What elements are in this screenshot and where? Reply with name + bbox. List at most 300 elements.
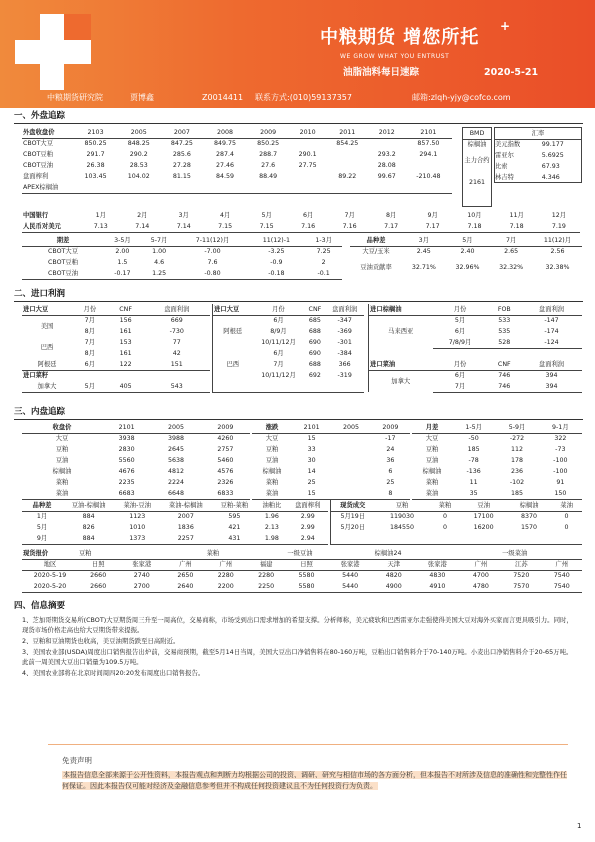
table-cell: 104.02 bbox=[127, 172, 150, 180]
table-cell: 2280 bbox=[258, 572, 275, 580]
table-row bbox=[350, 235, 582, 246]
table-cell: 2650 bbox=[177, 572, 194, 580]
cofco-logo-icon bbox=[15, 14, 91, 90]
table-cell: 7.14 bbox=[163, 221, 204, 232]
table-cell: 89.22 bbox=[338, 172, 357, 180]
table-cell: 菜粕 bbox=[430, 500, 461, 511]
table-cell: 棕榈油24 bbox=[374, 548, 502, 559]
table-cell: 27.46 bbox=[215, 161, 234, 169]
table-cell: 11 bbox=[469, 478, 478, 486]
table-cell: 4576 bbox=[217, 467, 234, 475]
table-cell: CBOT豆油 bbox=[22, 268, 104, 279]
table-cell: 广州 bbox=[206, 559, 246, 570]
table-cell: 1月 bbox=[95, 211, 106, 219]
table-row bbox=[369, 359, 583, 370]
table-cell: 7月 bbox=[84, 317, 95, 325]
table-cell: 张家港 bbox=[118, 559, 165, 570]
table-cell: 0 bbox=[442, 523, 447, 531]
table-cell: 4.346 bbox=[541, 173, 560, 181]
table-cell: 32.71% bbox=[411, 264, 436, 272]
table-cell: 豆油 bbox=[425, 456, 439, 464]
table-cell bbox=[551, 533, 582, 544]
table-row bbox=[22, 559, 582, 570]
table-cell bbox=[290, 171, 326, 182]
table-cell: 5月 bbox=[72, 381, 108, 392]
boc-rate-table bbox=[22, 210, 580, 233]
email[interactable]: 邮箱:zlqh-yjy@cofco.com bbox=[412, 93, 511, 102]
news-summary bbox=[22, 615, 578, 679]
table-cell: 2020-5-20 bbox=[22, 581, 78, 592]
table-cell: 746 bbox=[488, 381, 521, 392]
table-cell: 7月 bbox=[344, 211, 355, 219]
table-cell: 5440 bbox=[327, 581, 374, 592]
table-cell: 菜油 bbox=[551, 500, 582, 511]
table-cell: 5-7月 bbox=[141, 235, 178, 246]
table-cell: 7.17 bbox=[370, 221, 411, 232]
table-cell bbox=[331, 466, 370, 477]
table-cell: 14 bbox=[307, 467, 316, 475]
table-cell: 涨跌 bbox=[252, 422, 292, 433]
table-cell: 857.50 bbox=[417, 140, 440, 148]
table-row bbox=[494, 139, 582, 150]
table-row bbox=[494, 150, 582, 161]
section-title: 三、内盘追踪 bbox=[14, 407, 66, 417]
table-cell: 3-5月 bbox=[104, 235, 141, 246]
table-cell: 1.5 bbox=[117, 258, 128, 266]
table-cell: 185 bbox=[467, 445, 480, 453]
table-cell: 2.13 bbox=[264, 523, 279, 531]
table-cell: 盘面利润 bbox=[325, 304, 364, 315]
table-row bbox=[213, 381, 365, 392]
table-row bbox=[331, 522, 583, 533]
table-row bbox=[369, 370, 583, 381]
table-cell: 2830 bbox=[118, 445, 135, 453]
table-cell: 6月 bbox=[273, 317, 284, 325]
table-cell bbox=[253, 381, 305, 392]
table-cell: 6月 bbox=[273, 349, 284, 357]
table-cell: 6833 bbox=[201, 488, 250, 499]
table-cell: CNF bbox=[108, 304, 144, 315]
table-cell: 大豆 bbox=[265, 435, 279, 443]
table-cell: 菜油 bbox=[22, 488, 102, 499]
table-cell: 28.53 bbox=[129, 161, 148, 169]
analyst: 贾博鑫 bbox=[130, 93, 154, 102]
table-cell: 月份 bbox=[72, 304, 108, 315]
table-cell: -210.48 bbox=[416, 172, 441, 180]
table-cell: 2.94 bbox=[287, 533, 328, 544]
table-cell: CBOT豆粕 bbox=[47, 258, 78, 266]
table-cell: 2005 bbox=[151, 422, 200, 433]
table-cell: 1123 bbox=[129, 513, 146, 521]
table-cell: 3月 bbox=[178, 211, 189, 219]
table-cell: -17 bbox=[385, 435, 396, 443]
fx-table bbox=[494, 128, 582, 183]
table-row bbox=[22, 570, 582, 581]
table-cell: 天津 bbox=[374, 559, 414, 570]
table-cell: 2005 bbox=[331, 422, 370, 433]
table-cell: 99.67 bbox=[377, 172, 396, 180]
table-cell: 地区 bbox=[22, 559, 78, 570]
table-cell: 1.98 bbox=[256, 533, 287, 544]
table-cell: 2280 bbox=[217, 572, 234, 580]
plus-icon: + bbox=[500, 19, 511, 33]
table-cell: 669 bbox=[170, 317, 183, 325]
table-cell: 油粕比 bbox=[256, 500, 287, 511]
table-cell: -7.00 bbox=[204, 248, 221, 256]
table-cell: 加拿大 bbox=[22, 381, 72, 392]
table-cell: 美元指数 bbox=[495, 141, 521, 149]
table-cell: 1836 bbox=[177, 523, 194, 531]
table-cell: 3月 bbox=[402, 235, 446, 246]
table-cell: 2009 bbox=[201, 422, 250, 433]
table-cell: 广州 bbox=[165, 559, 205, 570]
table-row bbox=[369, 304, 583, 315]
table-cell: 7540 bbox=[542, 581, 582, 592]
disclaimer bbox=[62, 755, 572, 792]
table-cell: 2.65 bbox=[504, 248, 519, 256]
table-cell: 豆油 bbox=[265, 456, 279, 464]
report-title: 油脂油料每日速踪 bbox=[343, 67, 420, 78]
table-cell: 2101 bbox=[102, 422, 151, 433]
table-row bbox=[412, 433, 582, 444]
table-row bbox=[22, 370, 210, 381]
table-cell: 一级豆油 bbox=[286, 548, 373, 559]
table-cell: 5460 bbox=[217, 456, 234, 464]
table-cell: 美国 bbox=[40, 322, 54, 330]
table-cell: 豆油 bbox=[55, 456, 69, 464]
import-soy-table bbox=[22, 304, 210, 393]
table-cell: 394 bbox=[521, 381, 582, 392]
table-cell bbox=[369, 348, 433, 359]
table-cell: 285.6 bbox=[172, 150, 191, 158]
table-cell: 4676 bbox=[118, 467, 135, 475]
table-cell: 2008 bbox=[203, 127, 246, 138]
table-cell: 2235 bbox=[118, 478, 135, 486]
table-cell: 豆粕 bbox=[375, 500, 430, 511]
table-cell: 4月 bbox=[220, 211, 231, 219]
table-cell: 福建 bbox=[246, 559, 286, 570]
table-cell: 81.15 bbox=[172, 172, 191, 180]
table-cell: 2020-5-19 bbox=[33, 572, 67, 580]
table-row bbox=[350, 246, 582, 257]
table-cell: -369 bbox=[337, 327, 352, 335]
table-row bbox=[412, 466, 582, 477]
table-cell: 88.49 bbox=[259, 172, 278, 180]
table-cell: 豆油-棕榈油 bbox=[62, 500, 115, 511]
table-cell: 28.08 bbox=[377, 161, 396, 169]
table-cell: 2010 bbox=[290, 127, 326, 138]
table-cell: 746 bbox=[498, 372, 511, 380]
table-cell: 品种差 bbox=[350, 235, 402, 246]
table-cell: 现货报价 bbox=[22, 548, 78, 559]
table-cell: 688 bbox=[308, 360, 321, 368]
table-cell: 421 bbox=[228, 523, 241, 531]
table-cell: 7月 bbox=[84, 338, 95, 346]
table-cell: 5月 bbox=[446, 235, 490, 246]
table-cell: 棕榈油 bbox=[467, 141, 487, 149]
table-cell: -3.25 bbox=[268, 248, 285, 256]
table-row bbox=[252, 433, 410, 444]
table-cell: 8月 bbox=[385, 211, 397, 219]
table-cell: -301 bbox=[337, 338, 352, 346]
table-row bbox=[22, 235, 342, 246]
table-cell: FOB bbox=[488, 304, 521, 315]
table-cell: 7520 bbox=[513, 572, 530, 580]
table-cell: 进口棕榈油 bbox=[369, 304, 433, 315]
spot-price-table bbox=[22, 548, 582, 593]
table-cell: 9月 bbox=[427, 211, 438, 219]
table-cell: 151 bbox=[144, 359, 210, 370]
table-row bbox=[22, 246, 342, 257]
disclaimer-body: 本报告信息全部来源于公开性资料，本报告观点和判断力均根据公司的投资、调研、研究与相信市场的各方面分析，但本报告不对所涉及信息的准确性和完整性作任何保证。因此本报告仅可能对经济及金融信息参考但并不构成任何投资建议且不为任何投资行为负责。 bbox=[62, 771, 567, 790]
table-row bbox=[494, 161, 582, 172]
table-cell: 2103 bbox=[74, 127, 117, 138]
table-cell: 8/9月 bbox=[270, 327, 287, 335]
table-row bbox=[213, 348, 365, 359]
table-cell bbox=[369, 138, 405, 149]
table-cell: 4820 bbox=[385, 572, 402, 580]
table-cell: 7.13 bbox=[80, 221, 121, 232]
table-cell: -319 bbox=[337, 371, 352, 379]
dom-close-table bbox=[22, 422, 250, 500]
table-cell: 854.25 bbox=[336, 140, 359, 148]
table-cell: -0.18 bbox=[248, 268, 306, 279]
table-cell: 棕榈油 bbox=[422, 467, 442, 475]
table-cell: 2.99 bbox=[300, 523, 315, 531]
table-cell bbox=[304, 381, 325, 392]
table-cell: 692 bbox=[308, 371, 321, 379]
table-row bbox=[22, 477, 250, 488]
table-cell: CBOT豆油 bbox=[23, 161, 54, 169]
spread-table bbox=[22, 235, 342, 280]
table-cell bbox=[331, 477, 370, 488]
table-cell: 菜油-棕榈油 bbox=[159, 500, 212, 511]
table-cell: 16200 bbox=[473, 523, 494, 531]
table-cell: 7月 bbox=[489, 235, 533, 246]
table-cell: 688 bbox=[308, 327, 321, 335]
table-cell: 405 bbox=[108, 381, 144, 392]
table-cell: 阿根廷 bbox=[22, 359, 72, 370]
table-cell bbox=[521, 348, 582, 359]
table-cell: 27.28 bbox=[172, 161, 191, 169]
table-cell: 7.25 bbox=[316, 248, 331, 256]
table-cell: 6月 bbox=[72, 359, 108, 370]
table-cell: 528 bbox=[488, 337, 521, 348]
table-cell: 广州 bbox=[542, 559, 582, 570]
table-cell: 17100 bbox=[473, 513, 494, 521]
table-cell: 菜粕 bbox=[265, 478, 279, 486]
table-cell: 2005 bbox=[117, 127, 160, 138]
table-row bbox=[213, 304, 365, 315]
table-cell: 10/11/12月 bbox=[261, 338, 296, 346]
table-row bbox=[22, 381, 210, 392]
table-row bbox=[252, 455, 410, 466]
table-cell: 2645 bbox=[167, 445, 184, 453]
table-cell: 豆油贡献率 bbox=[360, 264, 392, 272]
table-row bbox=[412, 477, 582, 488]
table-cell: 290.2 bbox=[129, 150, 148, 158]
table-row bbox=[22, 304, 210, 315]
table-row bbox=[22, 268, 342, 279]
table-row bbox=[22, 500, 328, 511]
table-cell: 7月 bbox=[433, 381, 488, 392]
table-cell: 日照 bbox=[286, 559, 326, 570]
table-cell: 月份 bbox=[433, 304, 488, 315]
table-cell bbox=[331, 533, 375, 544]
table-row bbox=[22, 511, 328, 522]
table-cell: 0 bbox=[442, 513, 447, 521]
news-item: 1、芝加哥期货交易所(CBOT)大豆期货周三升至一周高位，交易商称，市场受到出口需求增加的希望支撑。分析师称，美元疲软和巴西雷亚尔走强使得美国大豆对海外买家而言更具吸引力。同时，现货市场价格走高也给大豆期货带来提振。 bbox=[22, 616, 573, 634]
table-row bbox=[252, 444, 410, 455]
table-cell: -0.9 bbox=[270, 258, 283, 266]
news-item: 4、美国农业部将在北京时间周四20:20发布周度出口销售报告。 bbox=[22, 669, 205, 677]
table-cell: 5月 bbox=[454, 317, 466, 325]
table-cell: 32.38% bbox=[545, 264, 570, 272]
table-cell: 2660 bbox=[90, 572, 107, 580]
table-cell: 2101 bbox=[405, 127, 452, 138]
divider bbox=[48, 744, 568, 745]
phone: 联系方式:(010)59137357 bbox=[255, 93, 352, 102]
table-cell bbox=[460, 533, 507, 544]
table-row bbox=[462, 139, 492, 150]
table-cell: 543 bbox=[144, 381, 210, 392]
table-cell: 7.18 bbox=[496, 221, 538, 232]
table-cell: 4830 bbox=[429, 572, 446, 580]
table-row bbox=[252, 422, 410, 433]
table-cell: 月份 bbox=[253, 304, 305, 315]
table-cell: 884 bbox=[62, 533, 115, 544]
table-cell: 人民币对美元 bbox=[22, 221, 80, 232]
table-cell: 月份 bbox=[433, 359, 488, 370]
table-cell: 品种差 bbox=[22, 500, 62, 511]
table-cell bbox=[331, 488, 370, 499]
table-cell: 184550 bbox=[390, 523, 415, 531]
table-cell: 288.7 bbox=[259, 150, 278, 158]
divider bbox=[14, 301, 583, 302]
table-row bbox=[22, 433, 250, 444]
table-cell: 293.2 bbox=[377, 150, 396, 158]
table-cell: 张家港 bbox=[414, 559, 461, 570]
table-cell: -347 bbox=[337, 317, 352, 325]
table-cell: 2757 bbox=[217, 445, 234, 453]
table-cell: 2.56 bbox=[550, 248, 565, 256]
table-cell: APEX棕榈油 bbox=[22, 182, 452, 193]
table-cell: 4260 bbox=[217, 435, 234, 443]
table-cell: 4780 bbox=[461, 581, 501, 592]
table-cell: 2.45 bbox=[416, 248, 431, 256]
table-cell: 10月 bbox=[467, 211, 482, 219]
divider bbox=[14, 123, 583, 124]
table-cell: -102 bbox=[509, 478, 525, 486]
table-cell: 2257 bbox=[159, 533, 212, 544]
table-row bbox=[252, 477, 410, 488]
table-cell: 26.38 bbox=[86, 161, 105, 169]
table-cell: 外盘收盘价 bbox=[22, 127, 74, 138]
table-cell: -136 bbox=[466, 467, 481, 475]
table-cell bbox=[488, 348, 521, 359]
table-cell: -0.80 bbox=[177, 268, 247, 279]
brand-slogan-en: WE GROW WHAT YOU ENTRUST bbox=[340, 53, 450, 60]
table-cell: 7540 bbox=[553, 572, 570, 580]
table-cell: 535 bbox=[498, 327, 511, 335]
table-cell bbox=[213, 381, 253, 392]
news-item: 2、豆粕和豆油期货也收高，美豆油期货跌至日高附近。 bbox=[22, 637, 180, 645]
table-cell: 4812 bbox=[167, 467, 184, 475]
table-cell: 2700 bbox=[118, 581, 165, 592]
table-cell: 9-1月 bbox=[539, 422, 582, 433]
table-cell: 848.25 bbox=[127, 140, 150, 148]
table-cell: 2011 bbox=[326, 127, 369, 138]
section-title: 四、信息摘要 bbox=[14, 601, 66, 611]
table-cell: 菜油 bbox=[252, 488, 292, 499]
table-row bbox=[22, 221, 580, 232]
table-cell: 6月 bbox=[454, 327, 466, 335]
table-cell: 2009 bbox=[247, 127, 290, 138]
table-cell: 8月 bbox=[84, 349, 95, 357]
table-cell: 7.16 bbox=[287, 221, 328, 232]
table-cell: 35 bbox=[452, 488, 495, 499]
report-header bbox=[0, 0, 595, 108]
table-row bbox=[22, 422, 250, 433]
table-cell: 5-9月 bbox=[495, 422, 538, 433]
ratio-table bbox=[350, 235, 582, 279]
table-row bbox=[22, 444, 250, 455]
table-row bbox=[213, 315, 365, 326]
table-cell: 0 bbox=[564, 513, 569, 521]
table-cell: 690 bbox=[308, 349, 321, 357]
table-cell: 棕榈油 bbox=[262, 467, 282, 475]
table-cell: 菜油-豆油 bbox=[115, 500, 159, 511]
table-cell: 366 bbox=[338, 360, 351, 368]
table-cell: 1.96 bbox=[264, 513, 279, 521]
table-cell: 5638 bbox=[167, 456, 184, 464]
table-cell: 5月 bbox=[261, 211, 272, 219]
table-cell: 7.19 bbox=[538, 221, 580, 232]
table-cell: 期差 bbox=[22, 235, 104, 246]
divider bbox=[14, 419, 583, 420]
table-cell: 15 bbox=[292, 488, 331, 499]
table-cell: 7月 bbox=[273, 360, 284, 368]
table-cell: 533 bbox=[498, 317, 511, 325]
table-cell: 7.15 bbox=[204, 221, 245, 232]
disclaimer-title: 免责声明 bbox=[62, 756, 92, 765]
table-cell: -730 bbox=[169, 327, 184, 335]
table-cell: 2660 bbox=[78, 581, 118, 592]
table-cell: 1.25 bbox=[141, 268, 178, 279]
table-row bbox=[462, 172, 492, 194]
table-row bbox=[22, 548, 582, 559]
dom-spread-table bbox=[412, 422, 582, 500]
table-cell: 大豆/玉米 bbox=[362, 248, 390, 256]
table-row bbox=[412, 488, 582, 499]
table-cell: 2740 bbox=[133, 572, 150, 580]
table-cell bbox=[144, 370, 210, 381]
table-cell: 77 bbox=[172, 338, 181, 346]
table-cell: 11(12)-1 bbox=[248, 235, 306, 246]
table-cell bbox=[331, 444, 370, 455]
table-cell: 进口菜籽 bbox=[23, 372, 49, 380]
table-row bbox=[331, 533, 583, 544]
table-cell: 850.25 bbox=[257, 140, 280, 148]
table-cell: CBOT大豆 bbox=[47, 248, 78, 256]
license-no: Z0014411 bbox=[202, 93, 244, 102]
table-cell: 884 bbox=[82, 513, 95, 521]
table-cell bbox=[331, 455, 370, 466]
table-cell: 5.6925 bbox=[541, 151, 564, 159]
table-cell: 91 bbox=[556, 478, 565, 486]
table-cell: 5月20日 bbox=[340, 523, 366, 531]
table-cell: 2.00 bbox=[115, 248, 130, 256]
